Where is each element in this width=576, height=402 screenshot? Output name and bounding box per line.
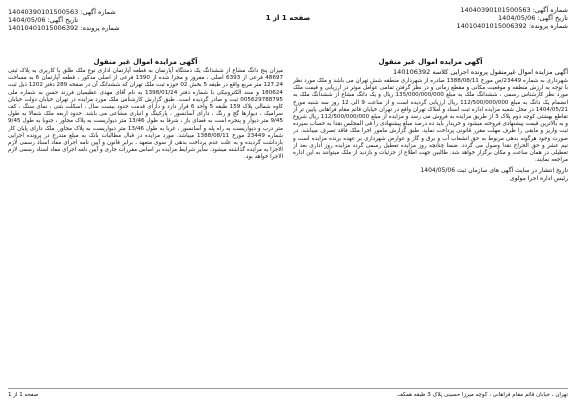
- ad-number: شماره آگهی: 14040390101500563: [460, 6, 568, 14]
- right-column-title: آگهی مزایده اموال غیر منقول: [378, 58, 483, 66]
- right-column: [293, 56, 568, 374]
- signature: رئیس اداره اجرا مولوی: [509, 175, 568, 183]
- ad-date: تاریخ آگهی: 1404/05/06: [497, 14, 568, 22]
- right-column-footer: [293, 167, 568, 183]
- right-column-body: شهرداری به شماره 23449/ص مورخ 1388/08/11 صادره از شهرداری منطقه شش تهران می باشد و ملک مورد نظر با توجه به ارزش منطقه و موقعیت مکانی و مقطع زمانی و در نظر گرفتن تمامی عوامل موثر در ارزیابی و قیمت ملک مورد نظر کارشناس رسمی ، ششدانگ ملک به مبلغ 135/000/000/000 ریال و یک دانگ مشاع از ششدانگ ملک به انضمام یک دانگ به مبلغ 112/500/000/000 ریال ارزیابی گردیده است و از ساعت 9 الی 12 روز سه شنبه مورخ 1404/05/21 در محل شعبه مزایده اداره ثبت اسناد و املاک تهران واقع در تهران خیابان قائم مقام فراهانی پایین تر از تقاطع بهشتی کوچه دوم پلاک 3 از طریق مزایده به فروش می رسد و مزایده از مبلغ 112/500/000/000 ریال شروع و به بالاترین قیمت پیشنهادی فروخته میشود و خریدار باید ده درصد مبلغ پیشنهادی را فی المجلس نقدا به حساب سپرده ثبت واریز و مابقی را ظرف مهلت مقرر قانونی پرداخت نماید. طبق گزارش مامور اجرا ملک فاقد تصرف میباشد. در صورت وجود هرگونه بدهی مربوط به حق انشعاب آب و برق و گاز و عوارض شهرداری بر عهده برنده مزایده است و نیم عشر و حق الحراج نقدا وصول می گردد. ضمنا چنانچه روز مزایده تعطیل رسمی گردد مزایده روز اداری بعد از تعطیلی در همان ساعت و مکان برگزار خواهد شد. طالبین جهت اطلاع از جزئیات و بازدید از ملک میتوانند به این اداره مراجعه نمایند.: [293, 78, 568, 164]
- ad-date-left: تاریخ آگهی: 1404/05/06: [8, 16, 79, 24]
- footer-address: تهران ، خیابان قائم مقام فراهانی ، کوچه میرزا حسینی پلاک 3 طبقه همکف: [397, 392, 568, 398]
- columns: [8, 56, 568, 374]
- left-column-title: آگهی مزایده اموال غیر منقول: [93, 58, 198, 66]
- case-number: شماره پرونده: 14010401015006392: [456, 22, 568, 30]
- left-column: [8, 56, 283, 374]
- footer-page: صفحه 1 از 1: [8, 392, 39, 398]
- right-column-subtitle: آگهی مزایده اموال غیرمنقول پرونده اجرایی کلاسه 140106392: [393, 68, 568, 76]
- left-column-body: میزان پنج دانگ مشاع از ششدانگ یک دستگاه آپارتمان به قطعه آپارتمان اداری نوع ملک طلق با کاربری به پلاک ثبتی 48697 فرعی از 6393 اصلی ، مفروز و مجزا شده از 1390 فرعی از اصلی مذکور ، قطعه آپارتمان 6 به مساحت 127.24 متر مربع واقع در طبقه 5 بخش 02 حوزه ثبت ملک تهران که ششدانگ آن در صفحه 289 دفتر 1202 ذیل ثبت 180624 و سند الکترونیکی با شماره دفتر 1398/01/24 به نام آقای مهدی عظیمیان فرزند حسن به شماره ملی 005629788795 ثبت و صادر گردیده است. طبق گزارش کارشناس ملک مورد مزایده در تهران خیابان دولت خیابان کاوه شمالی پلاک 159 طبقه 5 واحد 6 قرار دارد و دارای قدمت حدود بیست سال ، اسکلت بتنی ، نمای سنگ ، کف سرامیک ، دیوارها گچ و رنگ ، دارای آسانسور ، پارکینگ و انباری مشاعی می باشد. حدود اربعه ملک شمالا به طول 9/45 متر دیوار و پنجره است به فضای باز ، شرقا به طول 13/46 متر دیواریست به پلاک مجاور ، جنوبا به طول 9/45 متر درب و دیواریست به راه پله و آسانسور ، غربا به طول 13/46 متر دیواریست به پلاک مجاور. ملک دارای پایان کار شماره 23449 مورخ 1388/08/11 میباشد. مورد مزایده در قبال مطالبات بانک به مبلغ مندرج در پرونده اجرایی بازداشت گردیده و به علت عدم پرداخت بدهی از سوی متعهد ، برابر قانون و آیین نامه اجرای مفاد اسناد رسمی لازم الاجرا به مزایده گذاشته میشود. سایر شرایط مزایده بر اساس مقررات جاری و آیین نامه اجرای مفاد اسناد رسمی لازم الاجرا خواهد بود.: [8, 68, 283, 161]
- case-number-left: شماره پرونده: 14010401015006392: [8, 24, 120, 32]
- publish-date: تاریخ انتشار در سایت آگهی های سازمان ثبت 1404/05/06: [420, 167, 568, 175]
- page-indicator: صفحه 1 از 1: [265, 14, 311, 22]
- header-meta-left: [8, 8, 120, 32]
- ad-number-left: شماره آگهی: 14040390101500563: [8, 8, 116, 16]
- page-footer: [8, 388, 568, 398]
